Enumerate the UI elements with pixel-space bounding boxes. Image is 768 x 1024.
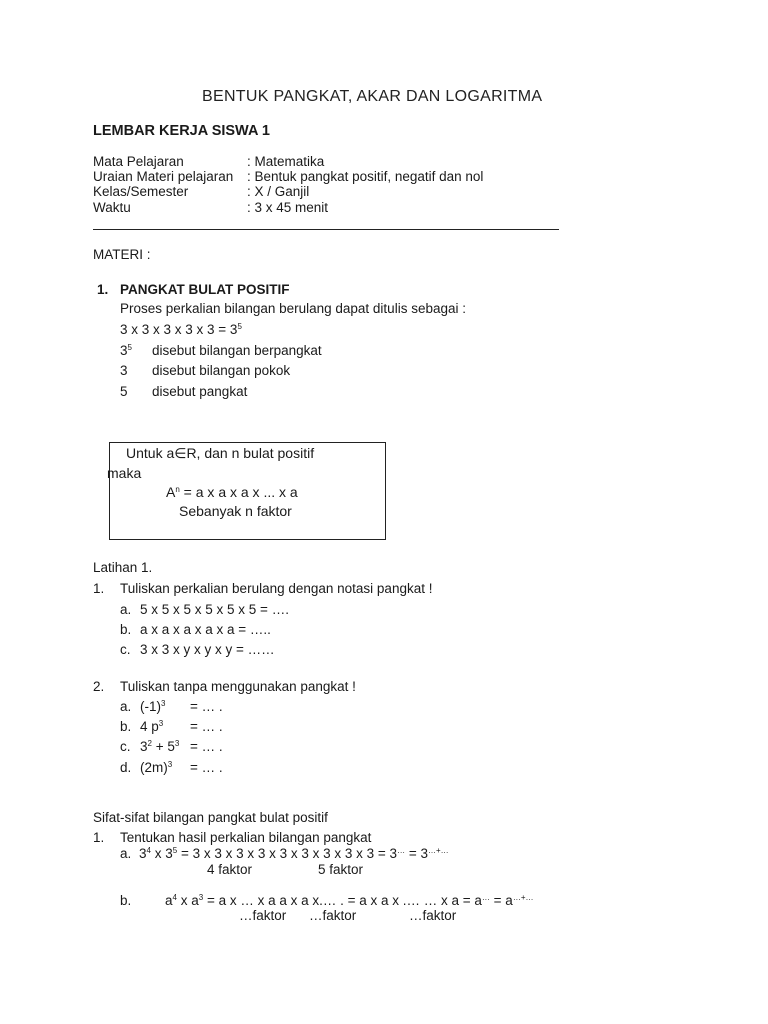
def-term-2: 3 <box>120 363 128 378</box>
document-title: BENTUK PANGKAT, AKAR DAN LOGARITMA <box>202 88 543 105</box>
sifat-b-factor-3: …faktor <box>409 908 457 923</box>
sifat-b-factor-1: …faktor <box>239 908 287 923</box>
q2-item-c-expr: $3^2 + 5^3$ <box>140 739 180 754</box>
box-line-4: Sebanyak n faktor <box>179 503 292 519</box>
q2-number: 2. <box>93 679 105 694</box>
info-value-time: : 3 x 45 menit <box>247 200 329 215</box>
q2-text: Tuliskan tanpa menggunakan pangkat ! <box>120 679 356 694</box>
box-formula: $A^n = a$ x a x a x ... x a <box>166 484 298 500</box>
sifat-title: Sifat-sifat bilangan pangkat bulat positif <box>93 810 328 825</box>
def-desc-3: disebut pangkat <box>152 384 248 399</box>
sifat-a-factor-1: 4 faktor <box>207 862 253 877</box>
q2-item-label-a: a. <box>120 699 132 714</box>
info-label-class: Kelas/Semester <box>93 184 189 199</box>
info-label-time: Waktu <box>93 200 131 215</box>
info-value-class: : X / Ganjil <box>247 184 310 199</box>
sifat-b-factor-2: …faktor <box>309 908 357 923</box>
materi-label: MATERI : <box>93 247 151 262</box>
q2-item-b-eq: = … . <box>190 719 223 734</box>
latihan-title: Latihan 1. <box>93 560 153 575</box>
def-desc-2: disebut bilangan pokok <box>152 363 291 378</box>
q2-item-d-eq: = … . <box>190 760 223 775</box>
sifat-a-expression: $3^4$ x $3^5 = 3$ x 3 x 3 x 3 x 3 x 3 x 3 x 3 x 3 = 3… = 3…+… <box>139 846 449 861</box>
q1-number: 1. <box>93 581 105 596</box>
def-desc-1: disebut bilangan berpangkat <box>152 343 322 358</box>
q2-item-a-eq: = … . <box>190 699 223 714</box>
q2-item-d-expr: $(2m)^3$ <box>140 760 173 775</box>
q2-item-b-expr: 4 $p^3$ <box>140 719 164 734</box>
divider-line <box>93 229 559 230</box>
sifat-b-expression: $a^4$ x $a^3 = a$ x … x a a x a x.… . = a x a x .… … x a = a… = a…+… <box>165 893 534 908</box>
sifat-q1-number: 1. <box>93 830 105 845</box>
box-line-2: maka <box>107 465 142 481</box>
q1-item-label-b: b. <box>120 622 132 637</box>
info-label-subject: Mata Pelajaran <box>93 154 184 169</box>
section-intro: Proses perkalian bilangan berulang dapat ditulis sebagai : <box>120 301 466 316</box>
info-value-subject: : Matematika <box>247 154 325 169</box>
q2-item-a-expr: $(-1)^3$ <box>140 699 166 714</box>
section-number: 1. <box>97 282 109 297</box>
example-expression: 3 x 3 x 3 x 3 x $3 = 3^5$ <box>120 322 242 337</box>
q2-item-label-d: d. <box>120 760 132 775</box>
q1-item-c: 3 x 3 x y x y x y = …… <box>140 642 275 657</box>
q1-text: Tuliskan perkalian berulang dengan notasi pangkat ! <box>120 581 433 596</box>
q2-item-label-c: c. <box>120 739 131 754</box>
def-term-3: 5 <box>120 384 128 399</box>
q2-item-label-b: b. <box>120 719 132 734</box>
sifat-q1-text: Tentukan hasil perkalian bilangan pangkat <box>120 830 372 845</box>
sifat-a-factor-2: 5 faktor <box>318 862 364 877</box>
q2-item-c-eq: = … . <box>190 739 223 754</box>
worksheet-heading: LEMBAR KERJA SISWA 1 <box>93 123 270 139</box>
sifat-a-label: a. <box>120 846 132 861</box>
q1-item-b: a x a x a x a x a = ….. <box>140 622 271 637</box>
sifat-b-label: b. <box>120 893 132 908</box>
box-line-1: Untuk a∈R, dan n bulat positif <box>126 445 315 461</box>
section-heading: PANGKAT BULAT POSITIF <box>120 282 290 297</box>
q1-item-label-c: c. <box>120 642 131 657</box>
q1-item-label-a: a. <box>120 602 132 617</box>
q1-item-a: 5 x 5 x 5 x 5 x 5 x 5 = …. <box>140 602 289 617</box>
info-value-material: : Bentuk pangkat positif, negatif dan nol <box>247 169 484 184</box>
info-label-material: Uraian Materi pelajaran <box>93 169 234 184</box>
def-term-1: $3^5$ <box>120 343 132 358</box>
